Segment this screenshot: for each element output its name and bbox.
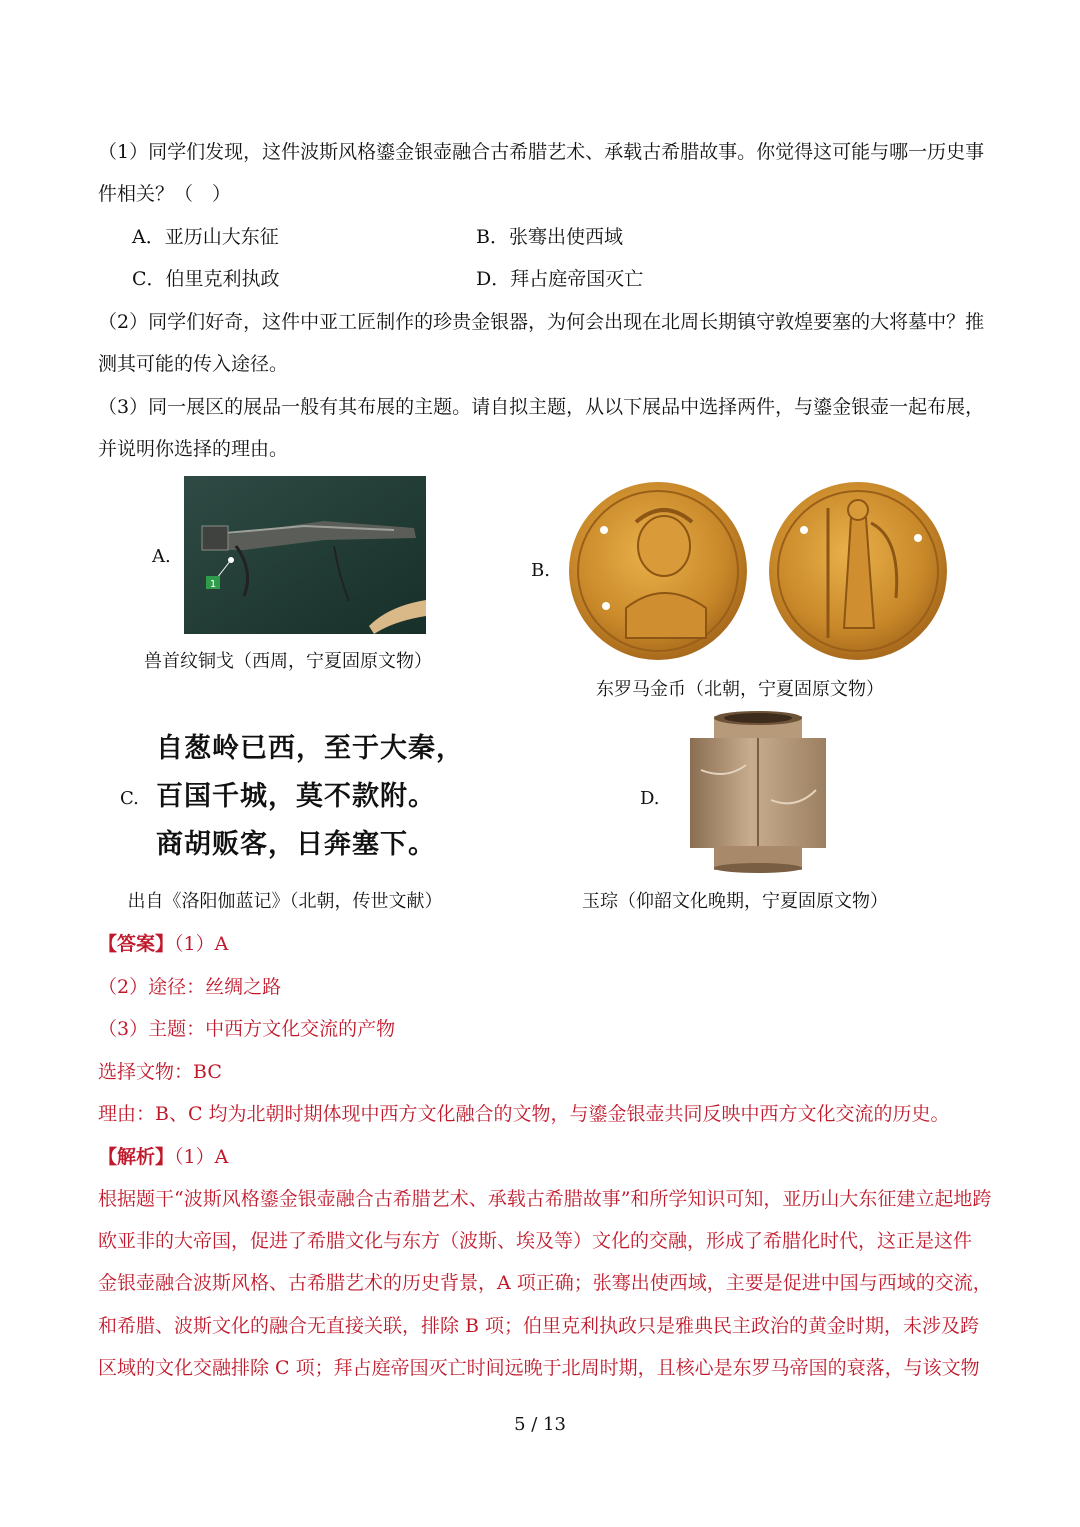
question-1-line-1: （1）同学们发现，这件波斯风格鎏金银壶融合古希腊艺术、承载古希腊故事。你觉得这可能与哪一历史事 — [98, 141, 985, 163]
page-number: 5 / 13 — [514, 1414, 566, 1435]
jade-cong-image — [686, 710, 830, 874]
bronze-dagger-axe-image — [184, 476, 426, 634]
analysis-tag: 【解析】 — [98, 1146, 175, 1168]
exhibit-d-caption: 玉琮（仰韶文化晚期，宁夏固原文物） — [582, 891, 888, 912]
analysis-text-3: 金银壶融合波斯风格、古希腊艺术的历史背景，A 项正确；张骞出使西域，主要是促进中国与西域的交流， — [98, 1272, 992, 1294]
analysis-text-5: 区域的文化交融排除 C 项；拜占庭帝国灭亡时间远晚于北周时期，且核心是东罗马帝国的衰落，与该文物 — [98, 1357, 980, 1379]
exhibit-c-letter: C. — [120, 788, 139, 809]
answer-tag: 【答案】 — [98, 933, 175, 955]
option-d: D．拜占庭帝国灭亡 — [476, 268, 644, 290]
exhibit-a-caption: 兽首纹铜戈（西周，宁夏固原文物） — [144, 651, 432, 672]
exhibit-c-caption: 出自《洛阳伽蓝记》（北朝，传世文献） — [127, 891, 443, 912]
answer-3: （3）主题：中西方文化交流的产物 — [98, 1018, 396, 1040]
quote-line-1: 自葱岭已西，至于大秦， — [156, 733, 464, 764]
answer-line-1 — [98, 931, 228, 957]
question-2-line-2: 测其可能的传入途径。 — [98, 353, 289, 375]
option-b: B．张骞出使西域 — [476, 226, 623, 248]
analysis-text-2: 欧亚非的大帝国，促进了希腊文化与东方（波斯、埃及等）文化的交融，形成了希腊化时代，这正是这件 — [98, 1230, 973, 1252]
exhibit-b-letter: B. — [531, 560, 550, 581]
analysis-1: （1）A — [174, 1146, 229, 1168]
analysis-line-1 — [98, 1144, 228, 1170]
question-3-line-2: 并说明你选择的理由。 — [98, 438, 289, 460]
option-a: A．亚历山大东征 — [132, 226, 279, 248]
gold-coins-image — [566, 478, 951, 664]
exhibit-b-caption: 东罗马金币（北朝，宁夏固原文物） — [596, 679, 884, 700]
question-3-line-1: （3）同一展区的展品一般有其布展的主题。请自拟主题，从以下展品中选择两件，与鎏金银壶一起布展， — [98, 396, 985, 418]
exhibit-a-letter: A. — [152, 546, 171, 567]
exhibit-a-marker: 1 — [209, 579, 217, 590]
quote-line-3: 商胡贩客，日奔塞下。 — [156, 829, 436, 860]
exhibit-d-letter: D. — [640, 788, 660, 809]
answer-1: （1）A — [174, 933, 229, 955]
quote-line-2: 百国千城，莫不款附。 — [156, 781, 436, 812]
answer-reason: 理由：B、C 均为北朝时期体现中西方文化融合的文物，与鎏金银壶共同反映中西方文化交流的历史。 — [98, 1103, 950, 1125]
question-2-line-1: （2）同学们好奇，这件中亚工匠制作的珍贵金银器，为何会出现在北周长期镇守敦煌要塞的大将墓中？推 — [98, 311, 985, 333]
analysis-text-1: 根据题干“波斯风格鎏金银壶融合古希腊艺术、承载古希腊故事”和所学知识可知，亚历山大东征建立起地跨 — [98, 1188, 992, 1210]
answer-choice: 选择文物：BC — [98, 1061, 222, 1083]
question-1-line-2: 件相关？（ ） — [98, 183, 232, 205]
option-c: C．伯里克利执政 — [132, 268, 280, 290]
answer-2: （2）途径：丝绸之路 — [98, 976, 282, 998]
analysis-text-4: 和希腊、波斯文化的融合无直接关联，排除 B 项；伯里克利执政只是雅典民主政治的黄金时期，未涉及跨 — [98, 1315, 980, 1337]
